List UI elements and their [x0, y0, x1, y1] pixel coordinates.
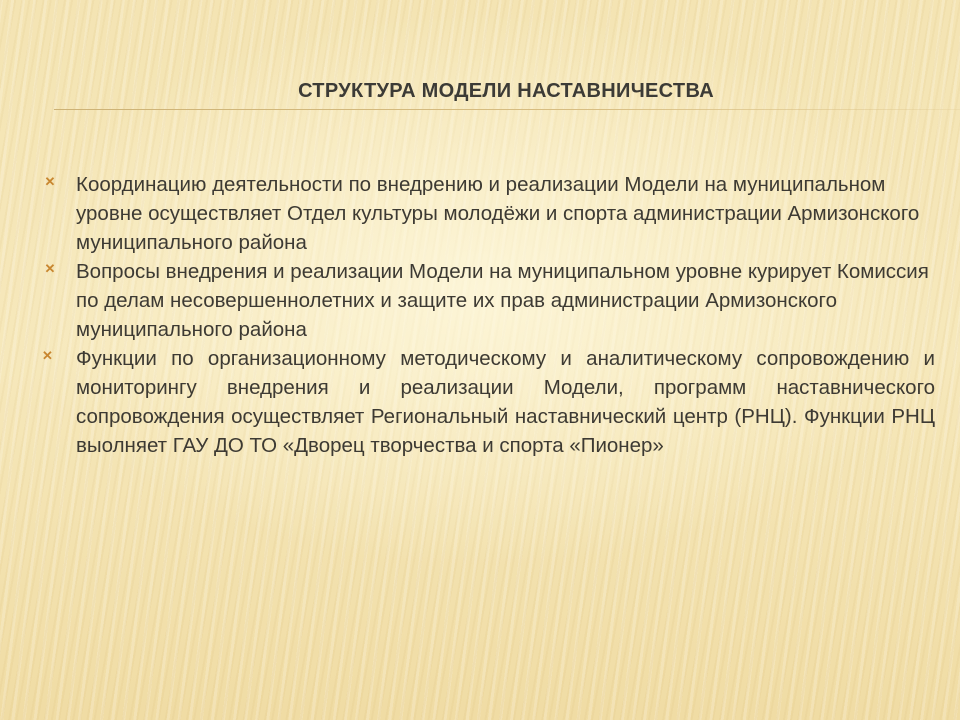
x-bullet-icon: ✕: [42, 348, 53, 363]
bullet-item-coordination: [42, 170, 935, 257]
slide-title: СТРУКТУРА МОДЕЛИ НАСТАВНИЧЕСТВА: [298, 80, 714, 102]
bullet-text: Функции по организационному методическому и аналитическому сопровождению и мониторингу внедрения и реализации Модели, программ наставнического сопровождения осуществляет Региональный наставнический центр (РНЦ). Функции РНЦ выолняет ГАУ ДО ТО «Дворец творчества и спорта «Пионер»: [76, 347, 935, 457]
bullet-item-functions: [42, 344, 935, 460]
bullet-item-supervision: [42, 257, 935, 344]
bullet-text: Вопросы внедрения и реализации Модели на муниципальном уровне курирует Комиссия по делам несовершеннолетних и защите их прав администрации Армизонского муниципального района: [76, 260, 929, 341]
x-bullet-icon: ✕: [44, 174, 56, 189]
x-bullet-icon: ✕: [44, 261, 56, 276]
bullet-text: Координацию деятельности по внедрению и реализации Модели на муниципальном уровне осуществляет Отдел культуры молодёжи и спорта администрации Армизонского муниципального района: [76, 173, 920, 254]
bullet-list: [42, 170, 935, 460]
title-underline: [54, 109, 960, 110]
